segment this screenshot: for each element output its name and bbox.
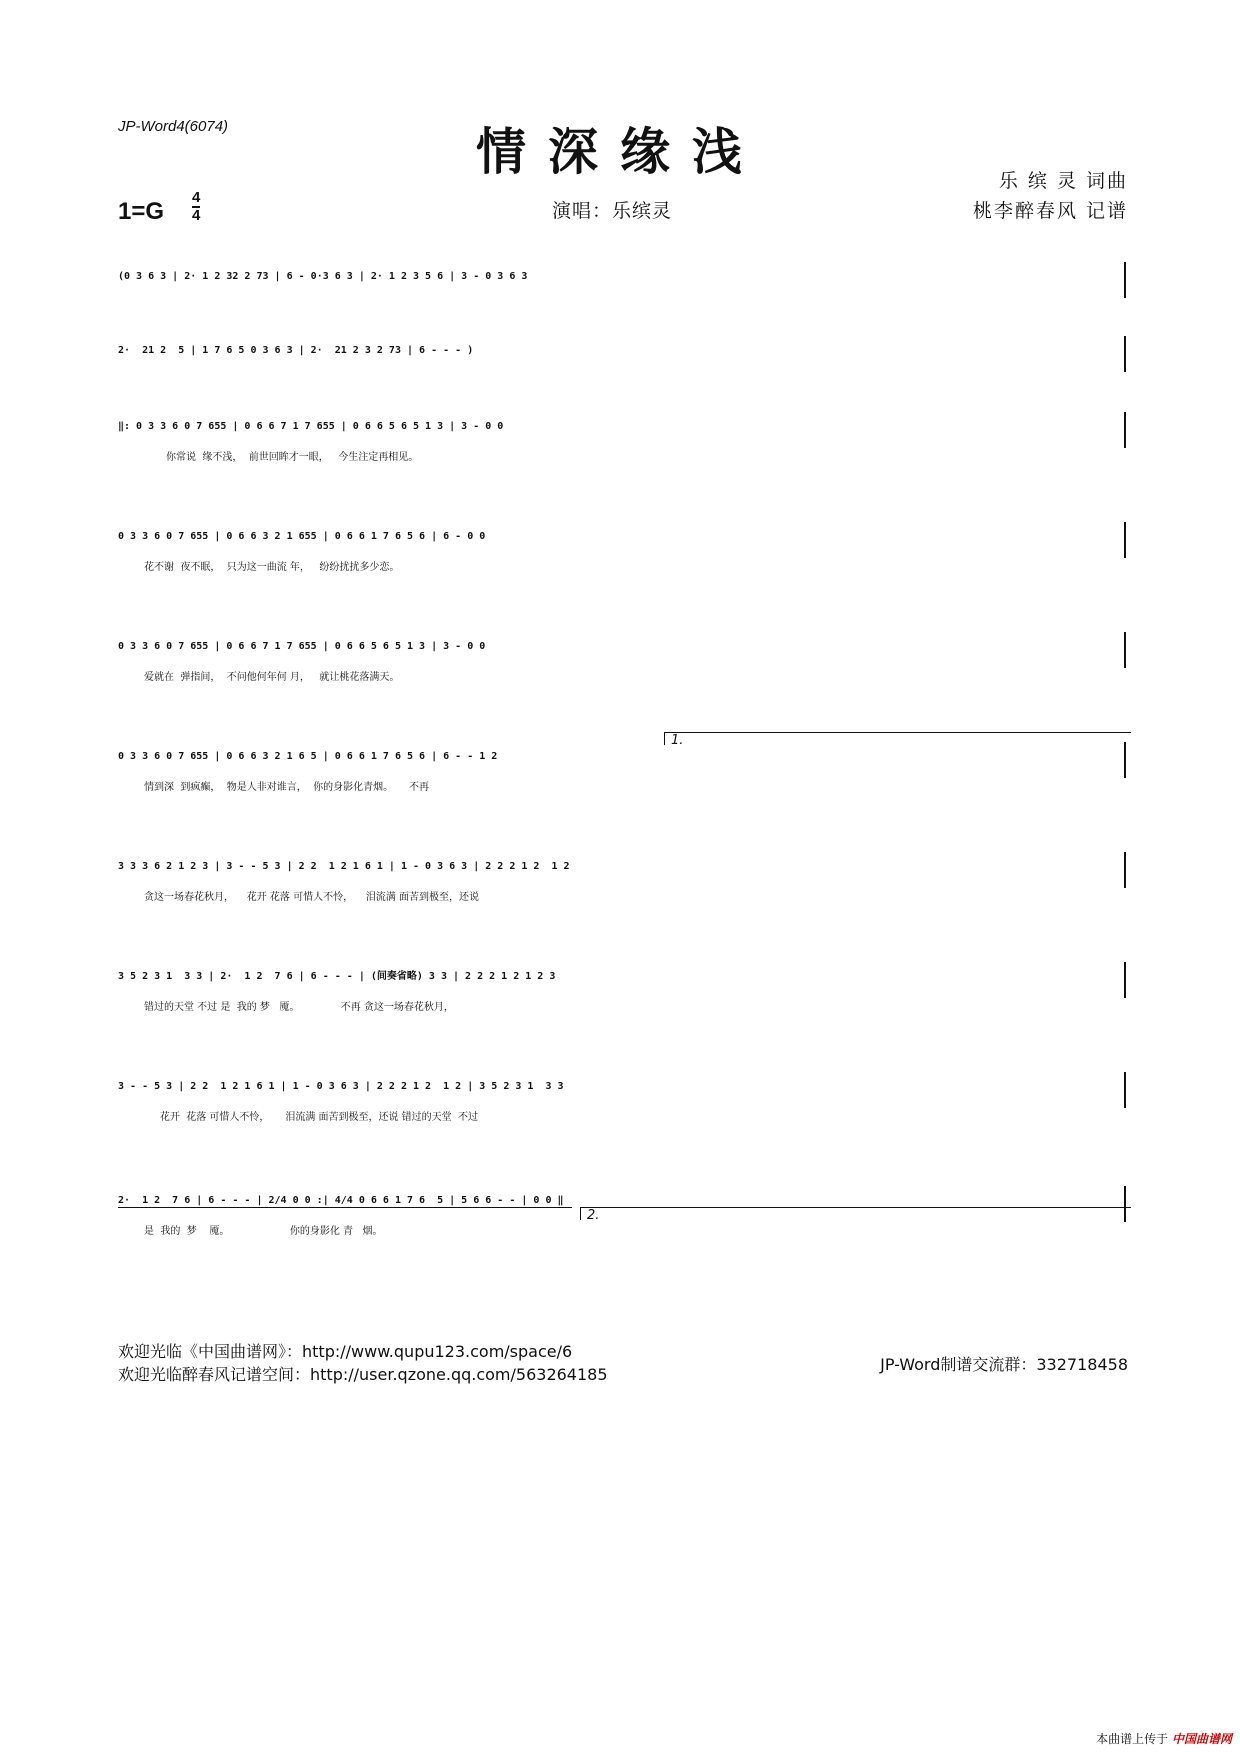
score-row bbox=[118, 1186, 1126, 1256]
stamp-site-logo: 中国曲谱网 bbox=[1171, 1732, 1232, 1746]
stamp-prefix: 本曲谱上传于 bbox=[1096, 1732, 1169, 1746]
lyrics-line: 贪这一场春花秋月， 花开 花落 可惜人不怜， 泪流满 面苦到极至，还说 bbox=[144, 892, 479, 903]
notes-line: 3 3 3 6 2 1 2 3 | 3 - - 5 3 | 2 2 1 2 1 6 1 | 1 - 0 3 6 3 | 2 2 2 1 2 1 2 bbox=[118, 861, 570, 872]
notes-line: 3 - - 5 3 | 2 2 1 2 1 6 1 | 1 - 0 3 6 3 | 2 2 2 1 2 1 2 | 3 5 2 3 1 3 3 bbox=[118, 1081, 564, 1092]
barline bbox=[1124, 336, 1126, 372]
barline bbox=[1124, 522, 1126, 558]
footer-link-qupu[interactable]: 欢迎光临《中国曲谱网》：http://www.qupu123.com/space/6 bbox=[118, 1342, 573, 1361]
barline bbox=[1124, 262, 1126, 298]
notes-line: 0 3 3 6 0 7 655 | 0 6 6 3 2 1 655 | 0 6 6 1 7 6 5 6 | 6 - 0 0 bbox=[118, 531, 486, 542]
barline bbox=[1124, 742, 1126, 778]
singer-label: 演唱：乐缤灵 bbox=[552, 200, 673, 222]
credit-transcriber: 桃李醉春风 记谱 bbox=[972, 200, 1128, 222]
barline bbox=[1124, 1072, 1126, 1108]
time-signature bbox=[192, 190, 200, 224]
volta-2 bbox=[580, 1207, 1131, 1223]
credit-composer: 乐 缤 灵 词曲 bbox=[998, 170, 1128, 192]
score-row bbox=[118, 962, 1126, 1032]
barline bbox=[1124, 632, 1126, 668]
notes-line: ‖: 0 3 3 6 0 7 655 | 0 6 6 7 1 7 655 | 0 6 6 5 6 5 1 3 | 3 - 0 0 bbox=[118, 421, 504, 432]
barline bbox=[1124, 962, 1126, 998]
barline bbox=[1124, 852, 1126, 888]
score-row bbox=[118, 632, 1126, 702]
lyrics-line: 花不谢 夜不眠， 只为这一曲流 年， 纷纷扰扰多少恋。 bbox=[144, 562, 400, 573]
score-row bbox=[118, 336, 1126, 406]
notes-line: 0 3 3 6 0 7 655 | 0 6 6 7 1 7 655 | 0 6 6 5 6 5 1 3 | 3 - 0 0 bbox=[118, 641, 486, 652]
notes-line: 3 5 2 3 1 3 3 | 2· 1 2 7 6 | 6 - - - | (间奏省略) 3 3 | 2 2 2 1 2 1 2 3 bbox=[118, 971, 556, 982]
upload-stamp bbox=[1096, 1730, 1232, 1747]
score-row bbox=[118, 742, 1126, 812]
score-row bbox=[118, 412, 1126, 482]
notes-line: 0 3 3 6 0 7 655 | 0 6 6 3 2 1 6 5 | 0 6 6 1 7 6 5 6 | 6 - - 1 2 bbox=[118, 751, 498, 762]
volta-1 bbox=[664, 732, 1131, 748]
notes-line: (0 3 6 3 | 2· 1 2 32 2 73 | 6 - 0·3 6 3 | 2· 1 2 3 5 6 | 3 - 0 3 6 3 bbox=[118, 271, 528, 282]
time-bottom: 4 bbox=[192, 207, 201, 224]
song-title: 情深缘浅 bbox=[476, 122, 764, 181]
score-row bbox=[118, 852, 1126, 922]
key-signature: 1=G bbox=[118, 198, 165, 225]
footer-group: JP-Word制谱交流群：332718458 bbox=[880, 1355, 1128, 1374]
lyrics-line: 你常说 缘不浅， 前世回眸才一眼， 今生注定再相见。 bbox=[166, 452, 419, 463]
lyrics-line: 情到深 到疯癫， 物是人非对谁言， 你的身影化青烟。 不再 bbox=[144, 782, 429, 793]
score-row bbox=[118, 262, 1126, 332]
footer-links bbox=[118, 1340, 608, 1386]
source-label: JP-Word4(6074) bbox=[118, 118, 229, 135]
lyrics-line: 错过的天堂 不过 是 我的 梦 魇。 不再 贪这一场春花秋月， bbox=[144, 1002, 454, 1013]
volta-1-continuation bbox=[118, 1207, 572, 1209]
footer-link-qzone[interactable]: 欢迎光临醉春风记谱空间：http://user.qzone.qq.com/563264185 bbox=[118, 1365, 608, 1384]
notes-line: 2· 1 2 7 6 | 6 - - - | 2/4 0 0 :| 4/4 0 6 6 1 7 6 5 | 5 6 6 - - | 0 0 ‖ bbox=[118, 1195, 564, 1206]
barline bbox=[1124, 412, 1126, 448]
time-top: 4 bbox=[192, 189, 201, 206]
lyrics-line: 花开 花落 可惜人不怜， 泪流满 面苦到极至，还说 错过的天堂 不过 bbox=[144, 1112, 479, 1123]
score-row bbox=[118, 1072, 1126, 1142]
score-row bbox=[118, 522, 1126, 592]
notes-line: 2· 21 2 5 | 1 7 6 5 0 3 6 3 | 2· 21 2 3 2 73 | 6 - - - ) bbox=[118, 345, 474, 356]
lyrics-line: 是 我的 梦 魇。 你的身影化 青 烟。 bbox=[144, 1226, 383, 1237]
volta-1-label: 1. bbox=[671, 733, 684, 748]
lyrics-line: 爱就在 弹指间， 不问他何年何 月， 就让桃花落满天。 bbox=[144, 672, 400, 683]
volta-2-label: 2. bbox=[587, 1208, 600, 1223]
